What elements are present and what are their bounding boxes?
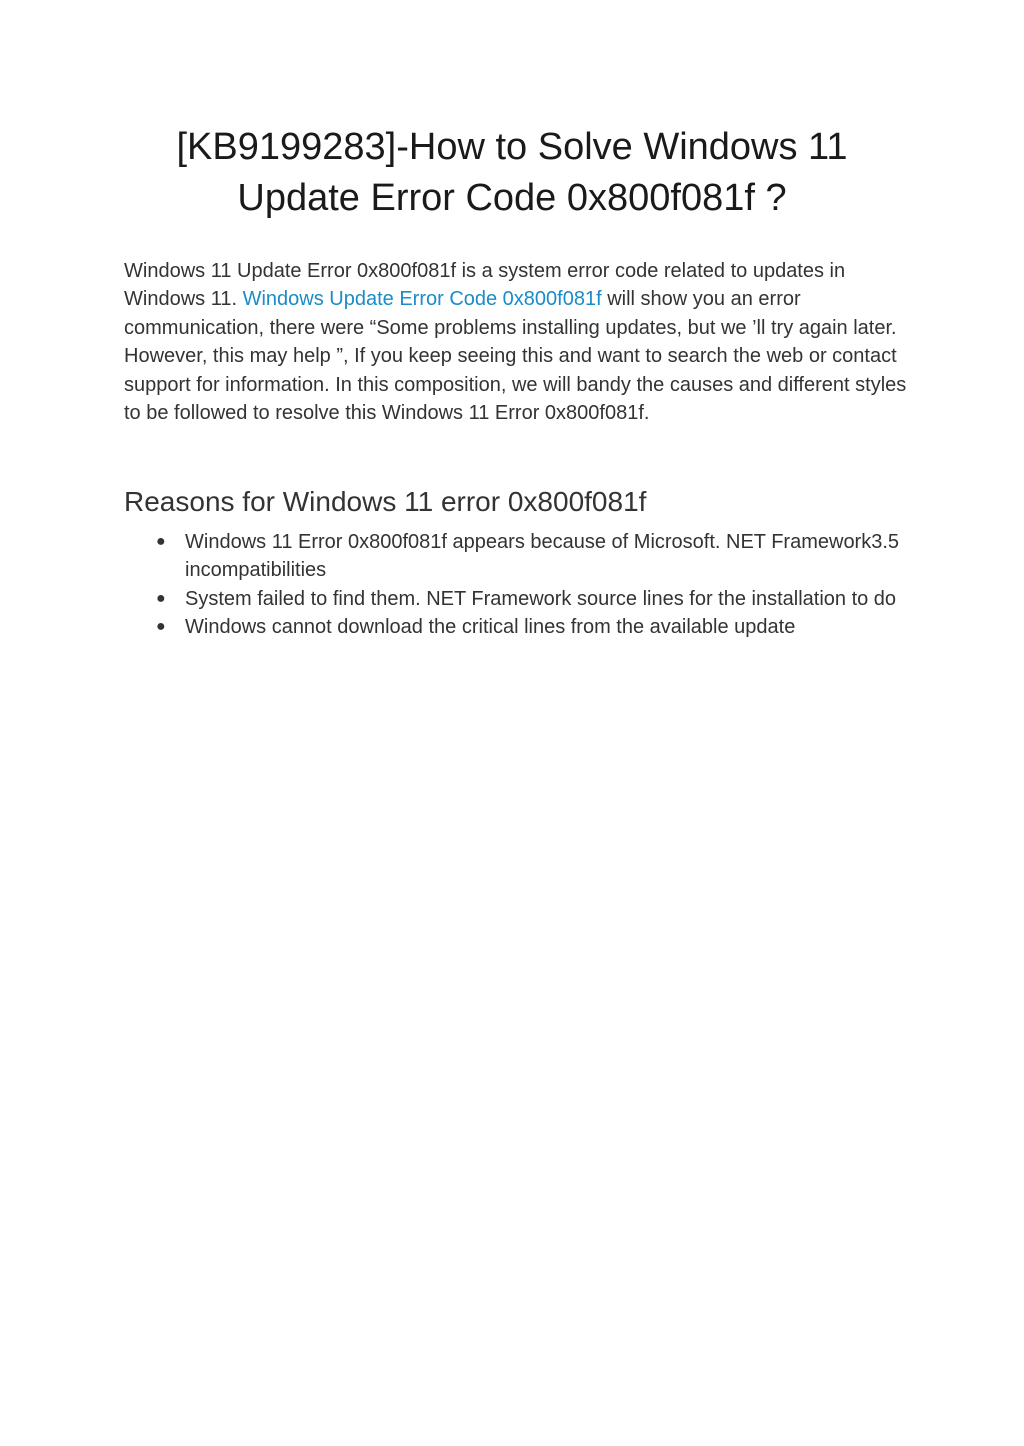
bullet-icon: ● (156, 589, 166, 607)
list-item (124, 585, 914, 613)
list-item (124, 528, 914, 585)
title-line-2: Update Error Code 0x800f081f ? (237, 177, 787, 219)
page-title (100, 122, 924, 224)
bullet-icon: ● (156, 533, 166, 550)
intro-text-end: will show you an error communication, there were “Some problems installing updates, but we ’ll try again later. However, this may help ”, If you keep seeing this and want to search the web or contact support for information. In this composition, we will bandy the causes and different styles to be followed to resolve this Windows 11 Error 0x800f081f. (124, 288, 907, 425)
section-heading: Reasons for Windows 11 error 0x800f081f (124, 486, 647, 517)
list-item (124, 613, 914, 641)
title-line-1: [KB9199283]-How to Solve Windows 11 (176, 126, 848, 168)
list-item-text: System failed to find them. NET Framework source lines for the installation to do (185, 587, 897, 610)
bullet-icon: ● (156, 618, 166, 636)
intro-paragraph (124, 257, 914, 427)
error-code-link[interactable]: Windows Update Error Code 0x800f081f (242, 288, 602, 311)
list-item-text: Windows cannot download the critical lines from the available update (185, 616, 796, 639)
intro-text-start: Windows 11 Update Error 0x800f081f is a system error code related to updates in Windows 11. (124, 260, 846, 311)
reasons-list (124, 528, 914, 642)
list-item-text: Windows 11 Error 0x800f081f appears because of Microsoft. NET Framework3.5 incompatibilities (185, 531, 900, 582)
